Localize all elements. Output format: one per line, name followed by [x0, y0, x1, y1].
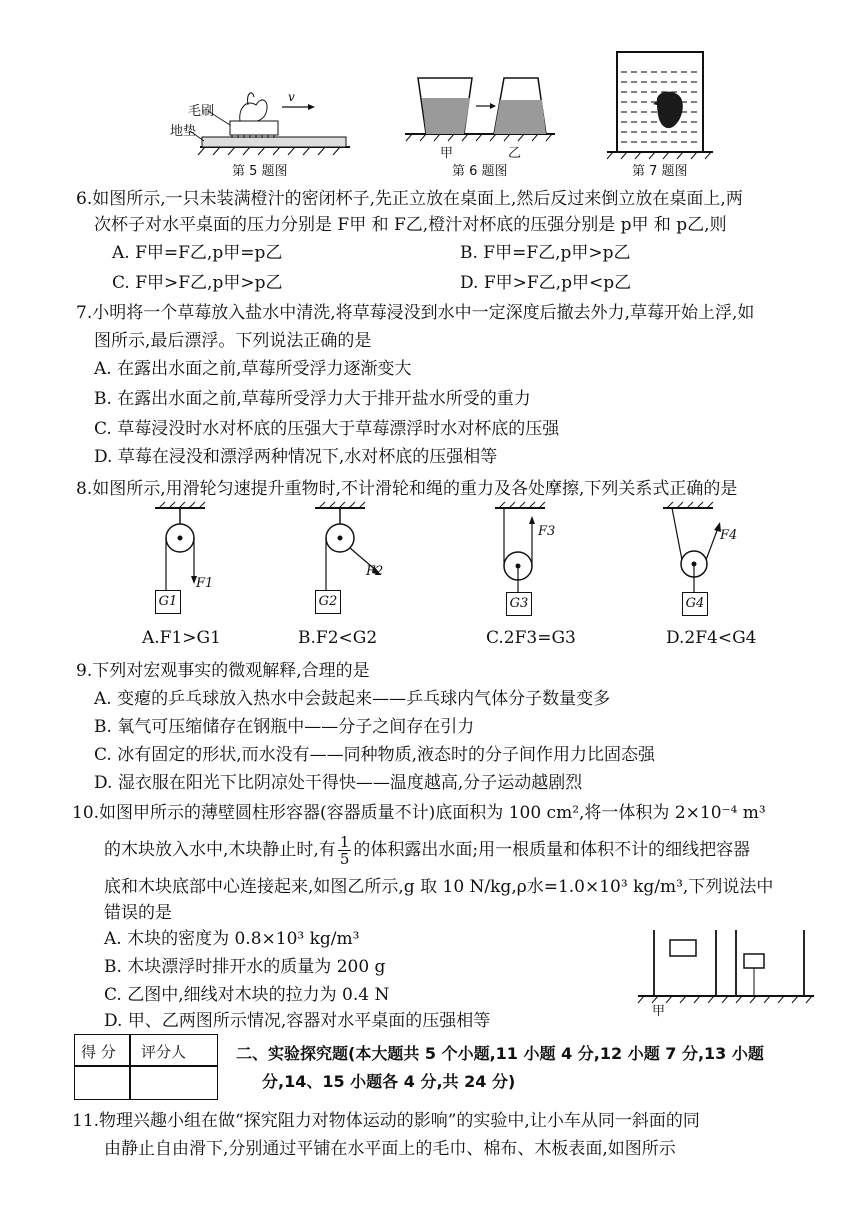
q7-option-a: A. 在露出水面之前,草莓所受浮力逐渐变大: [94, 359, 412, 379]
q6-line2: 次杯子对水平桌面的压力分别是 F甲 和 F乙,橙汁对杯底的压强分别是 p甲 和 p乙,则: [94, 215, 727, 235]
q9-option-c: C. 冰有固定的形状,而水没有——同种物质,液态时的分子间作用力比固态强: [94, 745, 656, 765]
section-2-heading-line2: 分,14、15 小题各 4 分,共 24 分): [262, 1072, 516, 1091]
figure-6-cups-diagram: [400, 70, 560, 160]
q10-line2: [104, 834, 750, 867]
q8-option-c: C.2F3=G3: [486, 628, 576, 648]
q11-line2: 由静止自由滑下,分别通过平铺在水平面上的毛巾、棉布、木板表面,如图所示: [104, 1139, 676, 1159]
q10-line1: 10.如图甲所示的薄壁圆柱形容器(容器质量不计)底面积为 100 cm²,将一体积为 2×10⁻⁴ m³: [72, 803, 766, 823]
fraction-numerator: 1: [339, 833, 350, 851]
figure-10-label-a: 甲: [652, 1004, 666, 1019]
force-f1-label: F1: [196, 576, 214, 591]
q9-option-a: A. 变瘪的乒乓球放入热水中会鼓起来——乒乓球内气体分子数量变多: [94, 689, 611, 709]
q10-option-a: A. 木块的密度为 0.8×10³ kg/m³: [104, 929, 360, 949]
q8-option-d: D.2F4<G4: [666, 628, 757, 648]
figure-10-containers: [636, 926, 816, 1006]
q8-option-a: A.F1>G1: [142, 628, 221, 648]
q7-option-d: D. 草莓在浸没和漂浮两种情况下,水对杯底的压强相等: [94, 447, 498, 467]
cup-label-b: 乙: [508, 146, 522, 161]
score-table-divider-v: [129, 1035, 131, 1099]
q9-option-d: D. 湿衣服在阳光下比阴凉处干得快——温度越高,分子运动越剧烈: [94, 773, 583, 793]
figure-5-caption: 第 5 题图: [232, 164, 288, 179]
q11-line1: 11.物理兴趣小组在做“探究阻力对物体运动的影响”的实验中,让小车从同一斜面的同: [72, 1111, 700, 1131]
q7-line1: 7.小明将一个草莓放入盐水中清洗,将草莓浸没到水中一定深度后撤去外力,草莓开始上浮,如: [76, 303, 755, 323]
weight-g2: G2: [315, 590, 341, 614]
force-f4-label: F4: [720, 528, 738, 543]
q10-option-d: D. 甲、乙两图所示情况,容器对水平桌面的压强相等: [104, 1011, 491, 1031]
section-2-heading-line1: 二、实验探究题(本大题共 5 个小题,11 小题 4 分,12 小题 7 分,13 小题: [236, 1044, 764, 1063]
q6-option-a: A. F甲=F乙,p甲=p乙: [112, 243, 283, 263]
fraction-one-fifth: [338, 834, 352, 867]
q6-line1: 6.如图所示,一只未装满橙汁的密闭杯子,先正立放在桌面上,然后反过来倒立放在桌面上,两: [76, 189, 743, 209]
q10-option-b: B. 木块漂浮时排开水的质量为 200 g: [104, 957, 386, 977]
q6-option-d: D. F甲>F乙,p甲<p乙: [460, 273, 632, 293]
q6-option-c: C. F甲>F乙,p甲>p乙: [112, 273, 283, 293]
figure-6-caption: 第 6 题图: [452, 164, 508, 179]
q7-line2: 图所示,最后漂浮。下列说法正确的是: [94, 331, 372, 351]
q10-line2-part-b: 的体积露出水面;用一根质量和体积不计的细线把容器: [353, 840, 751, 860]
q7-option-b: B. 在露出水面之前,草莓所受浮力大于排开盐水所受的重力: [94, 389, 531, 409]
q10-line4: 错误的是: [104, 903, 172, 923]
weight-g1: G1: [155, 590, 181, 614]
force-f2-label: F2: [366, 564, 384, 579]
figure-7-strawberry-diagram: [605, 50, 715, 160]
figure-7-caption: 第 7 题图: [632, 164, 688, 179]
score-table-divider-h: [75, 1065, 217, 1067]
q7-option-c: C. 草莓浸没时水对杯底的压强大于草莓漂浮时水对杯底的压强: [94, 419, 560, 439]
score-label: 得 分: [81, 1043, 116, 1061]
q8-line1: 8.如图所示,用滑轮匀速提升重物时,不计滑轮和绳的重力及各处摩擦,下列关系式正确的是: [76, 479, 738, 499]
q10-option-c: C. 乙图中,细线对木块的拉力为 0.4 N: [104, 985, 390, 1005]
q10-line3: 底和木块底部中心连接起来,如图乙所示,g 取 10 N/kg,ρ水=1.0×10³ kg/m³,下列说法中: [104, 877, 774, 897]
force-f3-label: F3: [538, 524, 556, 539]
cup-label-a: 甲: [440, 146, 454, 161]
weight-g4: G4: [682, 592, 708, 616]
q9-option-b: B. 氧气可压缩储存在钢瓶中——分子之间存在引力: [94, 717, 475, 737]
brush-label: 毛刷: [188, 104, 215, 119]
mat-label: 地垫: [170, 124, 197, 139]
q9-line1: 9.下列对宏观事实的微观解释,合理的是: [76, 661, 370, 681]
q8-option-b: B.F2<G2: [298, 628, 378, 648]
grader-label: 评分人: [141, 1043, 187, 1061]
velocity-label: v: [288, 90, 295, 104]
weight-g3: G3: [506, 592, 532, 616]
q6-option-b: B. F甲=F乙,p甲>p乙: [460, 243, 631, 263]
score-table: [74, 1034, 218, 1100]
q10-line2-part-a: 的木块放入水中,木块静止时,有: [104, 840, 336, 860]
fraction-denominator: 5: [339, 850, 350, 868]
